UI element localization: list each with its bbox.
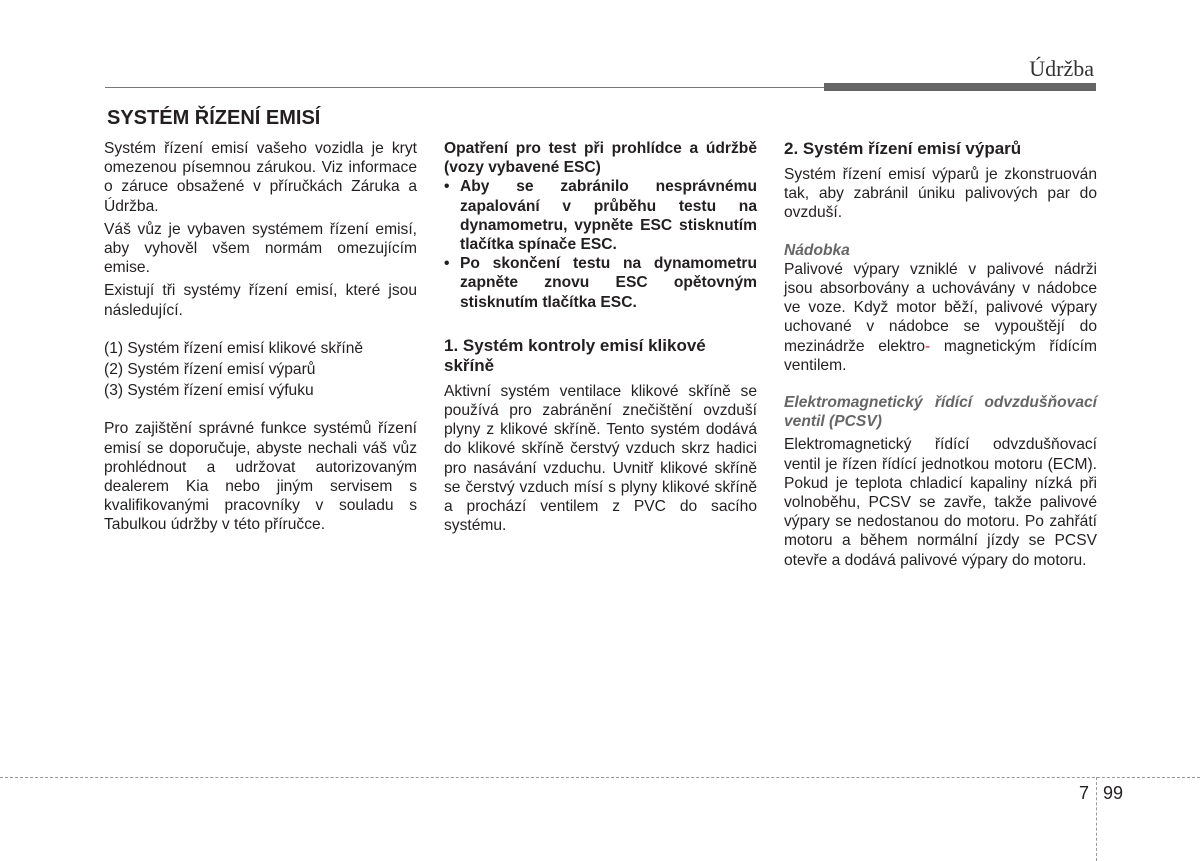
paragraph-text: Palivové výpary vzniklé v palivové nádrži jsou absorbovány a uchovávány v nádobce ve voze. Když motor běží, palivové výpary uchované v nádobce se vypouštějí do mezinádrže elektro — [784, 260, 1097, 355]
list-item — [444, 254, 757, 312]
paragraph: Systém řízení emisí vašeho vozidla je kryt omezenou písemnou zárukou. Viz informace o záruce obsažené v příručkách Záruka a Údržba. — [104, 140, 417, 215]
column-3 — [784, 139, 1097, 570]
chapter-number: 7 — [1079, 783, 1090, 803]
footer-vertical-divider — [1096, 777, 1097, 861]
paragraph: Aktivní systém ventilace klikové skříně se používá pro zabránění znečištění ovzduší plyny z klikové skříně. Tento systém dodává do klikové skříně čerstvý vzduch skrz hadici pro nasávání vzduchu. Uvnitř klikové skříně se čerstvý vzduch mísí s plyny klikové skříně a prochází ventilem z PVC do sacího systému. — [444, 382, 757, 535]
subheading: 2. Systém řízení emisí výparů — [784, 139, 1022, 158]
paragraph-text: magnetickým řídícím ventilem. — [784, 337, 1097, 374]
list-item: (3) Systém řízení emisí výfuku — [104, 382, 314, 400]
bullet-text: Aby se zabránilo nesprávnému zapalování v průběhu testu na dynamometru, vypněte ESC stisknutím tlačítka spínače ESC. — [460, 178, 757, 254]
bullet-list — [444, 177, 757, 311]
bullet-icon: • — [444, 178, 450, 196]
paragraph: Pro zajištění správné funkce systémů řízení emisí se doporučuje, abyste nechali váš vůz prohlédnout a udržovat autorizovaným dealerem Kia nebo jiným servisem s kvalifikovanými pracovníky v souladu s Tabulkou údržby v této příručce. — [104, 420, 417, 534]
subheading-pcsv: Elektromagnetický řídící odvzdušňovací ventil (PCSV) — [784, 394, 1097, 431]
column-2 — [444, 139, 757, 535]
paragraph: Existují tři systémy řízení emisí, které jsou následující. — [104, 282, 417, 319]
bullet-text: Po skončení testu na dynamometru zapněte znovu ESC opětovným stisknutím tlačítka ESC. — [460, 255, 757, 311]
paragraph — [784, 260, 1097, 375]
hyphen: - — [925, 337, 931, 355]
subheading-number: 1. — [444, 335, 459, 355]
subheading — [444, 336, 757, 376]
footer-divider — [0, 777, 1200, 778]
paragraph: Elektromagnetický řídící odvzdušňovací ventil je řízen řídící jednotkou motoru (ECM). Pokud je teplota chladicí kapaliny nízká při volnoběhu, PCSV se zavře, takže palivové výpary se nedostanou do motoru. Po zahřátí motoru a během normální jízdy se PCSV otevře a dodává palivové výpary do motoru. — [784, 436, 1097, 569]
systems-list — [104, 339, 417, 401]
header-title: Údržba — [1029, 56, 1094, 81]
paragraph: Váš vůz je vybaven systémem řízení emisí, aby vyhověl všem normám omezujícím emise. — [104, 220, 417, 277]
paragraph: Systém řízení emisí výparů je zkonstruován tak, aby zabránil úniku palivových par do ovzduší. — [784, 166, 1097, 222]
column-1 — [104, 139, 417, 535]
bullet-icon: • — [444, 255, 450, 273]
page-number: 99 — [1103, 783, 1124, 803]
list-item — [444, 177, 757, 254]
subheading-text: Systém kontroly emisí klikové skříně — [444, 335, 706, 375]
section-title: SYSTÉM ŘÍZENÍ EMISÍ — [107, 107, 321, 129]
header-bar — [824, 83, 1096, 91]
subheading-nadobka: Nádobka — [784, 241, 850, 259]
list-item: (1) Systém řízení emisí klikové skříně — [104, 339, 364, 357]
list-item: (2) Systém řízení emisí výparů — [104, 361, 316, 379]
test-heading: Opatření pro test při prohlídce a údržbě (vozy vybavené ESC) — [444, 140, 757, 177]
